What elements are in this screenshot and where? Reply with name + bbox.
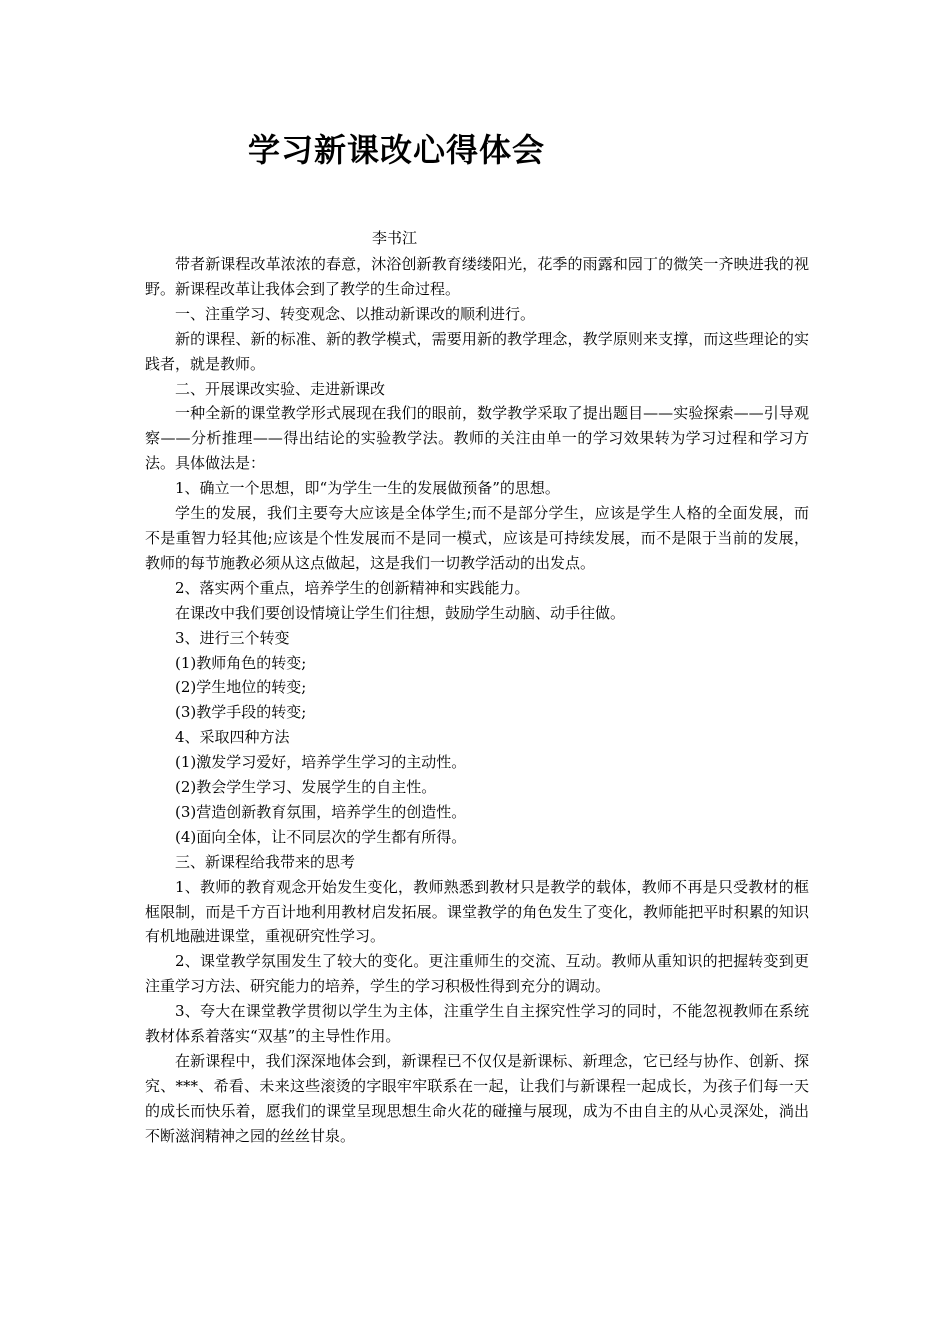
paragraph: 2、课堂教学氛围发生了较大的变化。更注重师生的交流、互动。教师从重知识的把握转变到更注重学习方法、研究能力的培养，学生的学习积极性得到充分的调动。 bbox=[145, 952, 809, 996]
paragraph: 一种全新的课堂教学形式展现在我们的眼前，数学教学采取了提出题目——实验探索——引导观察——分析推理——得出结论的实验教学法。教师的关注由单一的学习效果转为学习过程和学习方法。具体做法是： bbox=[145, 404, 809, 473]
document-body bbox=[145, 252, 809, 1149]
list-item: 2、落实两个重点，培养学生的创新精神和实践能力。 bbox=[175, 578, 530, 597]
paragraph: 在课改中我们要创设情境让学生们往想，鼓励学生动脑、动手往做。 bbox=[175, 603, 626, 622]
list-item: (3)营造创新教育氛围，培养学生的创造性。 bbox=[175, 802, 467, 821]
paragraph: 带者新课程改革浓浓的春意，沐浴创新教育缕缕阳光，花季的雨露和园丁的微笑一齐映进我的视野。新课程改革让我体会到了教学的生命过程。 bbox=[145, 255, 809, 298]
paragraph: 3、夸大在课堂教学贯彻以学生为主体，注重学生自主探究性学习的同时，不能忽视教师在系统教材体系着落实“双基”的主导性作用。 bbox=[145, 1002, 809, 1046]
section-heading: 一、注重学习、转变观念、以推动新课改的顺利进行。 bbox=[175, 304, 536, 323]
section-heading: 三、新课程给我带来的思考 bbox=[175, 852, 356, 871]
list-item: (1)教师角色的转变; bbox=[175, 653, 307, 672]
author-name: 李书江 bbox=[372, 229, 418, 247]
list-item: (1)激发学习爱好，培养学生学习的主动性。 bbox=[175, 753, 467, 772]
paragraph: 学生的发展，我们主要夸大应该是全体学生;而不是部分学生，应该是学生人格的全面发展，而不是重智力轻其他;应该是个性发展而不是同一模式，应该是可持续发展，而不是限于当前的发展，教师的每节施教必须从这点做起，这是我们一切教学活动的出发点。 bbox=[145, 504, 809, 572]
list-item: 3、进行三个转变 bbox=[175, 628, 290, 647]
list-item: (2)教会学生学习、发展学生的自主性。 bbox=[175, 778, 437, 797]
document-title: 学习新课改心得体会 bbox=[248, 131, 546, 169]
section-heading: 二、开展课改实验、走进新课改 bbox=[175, 379, 386, 398]
list-item: 1、确立一个思想，即“为学生一生的发展做预备”的思想。 bbox=[175, 479, 560, 498]
list-item: 4、采取四种方法 bbox=[175, 728, 290, 747]
list-item: (2)学生地位的转变; bbox=[175, 678, 307, 697]
paragraph: 在新课程中，我们深深地体会到，新课程已不仅仅是新课标、新理念，它已经与协作、创新、探究、***、希看、未来这些滚烫的字眼牢牢联系在一起，让我们与新课程一起成长，为孩子们每一天的成长而快乐着，愿我们的课堂呈现思想生命火花的碰撞与展现，成为不由自主的从心灵深处，淌出不断滋润精神之园的丝丝甘泉。 bbox=[145, 1052, 809, 1145]
list-item: (3)教学手段的转变; bbox=[175, 703, 307, 722]
paragraph: 新的课程、新的标准、新的教学模式，需要用新的教学理念，教学原则来支撑，而这些理论的实践者，就是教师。 bbox=[145, 329, 809, 373]
list-item: (4)面向全体，让不同层次的学生都有所得。 bbox=[175, 827, 467, 846]
paragraph: 1、教师的教育观念开始发生变化，教师熟悉到教材只是教学的载体，教师不再是只受教材的框框限制，而是千方百计地利用教材启发拓展。课堂教学的角色发生了变化，教师能把平时积累的知识有机地融进课堂，重视研究性学习。 bbox=[145, 877, 809, 946]
